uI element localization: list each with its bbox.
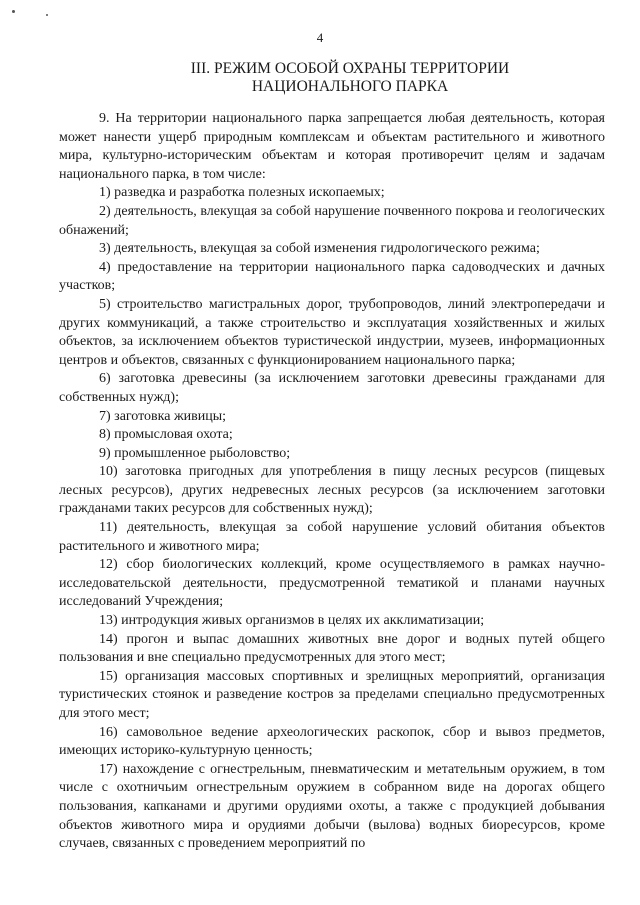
list-item-2: 2) деятельность, влекущая за собой нарушение почвенного покрова и геологических обнажений; bbox=[59, 203, 605, 238]
list-item-4: 4) предоставление на территории национального парка садоводческих и дачных участков; bbox=[59, 259, 605, 294]
list-item-1: 1) разведка и разработка полезных ископаемых; bbox=[99, 185, 385, 201]
document-body bbox=[59, 110, 605, 854]
list-item-12: 12) сбор биологических коллекций, кроме осуществляемого в рамках научно-исследовательской деятельности, предусмотренной тематикой и планами научных исследований Учреждения; bbox=[59, 557, 605, 610]
page-number: 4 bbox=[316, 30, 324, 45]
list-item-10: 10) заготовка пригодных для употребления в пищу лесных ресурсов (пищевых лесных ресурсов), других недревесных лесных ресурсов (за исключением заготовки гражданами таких ресурсов для собственных нужд); bbox=[59, 464, 605, 517]
list-item-17: 17) нахождение с огнестрельным, пневматическим и метательным оружием, в том числе с охотничьим огнестрельным оружием в собранном виде на дорогах общего пользования, капканами и другими орудиями охоты, а также с продукцией добывания объектов животного мира и орудиями добычи (вылова) водных биоресурсов, кроме случаев, связанных с проведением мероприятий по bbox=[59, 761, 605, 852]
scan-speck bbox=[46, 14, 48, 16]
list-item-16: 16) самовольное ведение археологических раскопок, сбор и вывоз предметов, имеющих историко-культурную ценность; bbox=[59, 724, 605, 759]
list-item-8: 8) промысловая охота; bbox=[99, 427, 233, 443]
paragraph-9: 9. На территории национального парка запрещается любая деятельность, которая может нанести ущерб природным комплексам и объектам растительного и животного мира, культурно-историческим объектам и которая противоречит целям и задачам национального парка, в том числе: bbox=[59, 111, 605, 182]
list-item-15: 15) организация массовых спортивных и зрелищных мероприятий, организация туристических стоянок и разведение костров за пределами специально предусмотренных для этого мест; bbox=[59, 668, 605, 721]
list-item-13: 13) интродукция живых организмов в целях их акклиматизации; bbox=[99, 613, 485, 629]
list-item-5: 5) строительство магистральных дорог, трубопроводов, линий электропередачи и других коммуникаций, а также строительство и эксплуатация хозяйственных и жилых объектов, за исключением объектов туристической индустрии, музеев, информационных центров и объектов, связанных с функционированием национального парка; bbox=[59, 296, 605, 368]
list-item-6: 6) заготовка древесины (за исключением заготовки древесины гражданами для собственных нужд); bbox=[59, 371, 605, 405]
list-item-9: 9) промышленное рыболовство; bbox=[99, 445, 291, 461]
list-item-3: 3) деятельность, влекущая за собой изменения гидрологического режима; bbox=[99, 241, 540, 257]
scan-speck bbox=[12, 10, 15, 13]
list-item-7: 7) заготовка живицы; bbox=[99, 408, 227, 424]
section-heading-line-1: III. РЕЖИМ ОСОБОЙ ОХРАНЫ ТЕРРИТОРИИ bbox=[190, 60, 510, 77]
section-heading-line-2: НАЦИОНАЛЬНОГО ПАРКА bbox=[251, 78, 449, 95]
list-item-11: 11) деятельность, влекущая за собой нарушение условий обитания объектов растительного и животного мира; bbox=[59, 520, 605, 554]
list-item-14: 14) прогон и выпас домашних животных вне дорог и водных путей общего пользования и вне специально предусмотренных для этого мест; bbox=[59, 631, 605, 666]
section-heading bbox=[150, 60, 550, 96]
